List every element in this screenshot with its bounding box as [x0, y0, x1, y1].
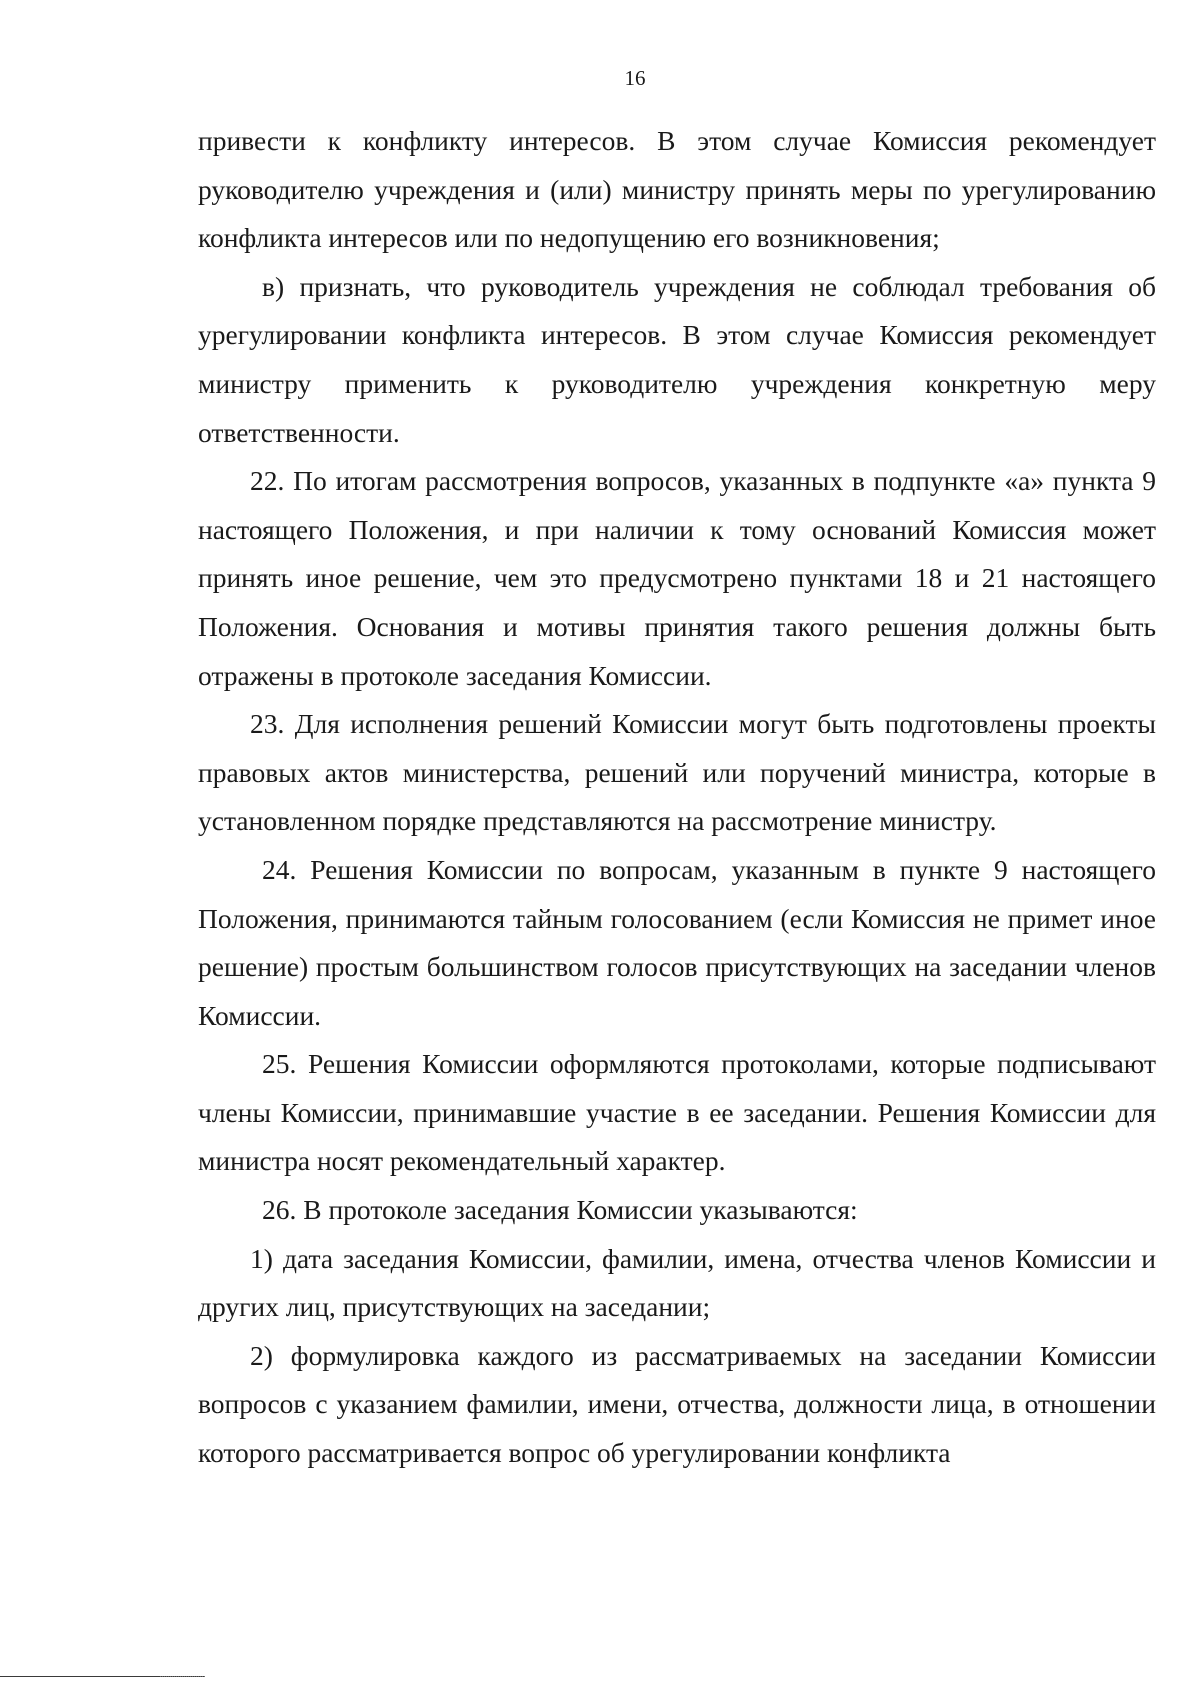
list-item-2: 2) формулировка каждого из рассматриваемых на заседании Комиссии вопросов с указанием фамилии, имени, отчества, должности лица, в отношении которого рассматривается вопрос об урегулировании конфликта — [198, 1339, 1156, 1469]
paragraph-25: 25. Решения Комиссии оформляются протоколами, которые подписывают члены Комиссии, принимавшие участие в ее заседании. Решения Комиссии для министра носят рекомендательный характер. — [198, 1048, 1156, 1177]
scan-edge-dots — [160, 1676, 205, 1677]
paragraph-24: 24. Решения Комиссии по вопросам, указанным в пункте 9 настоящего Положения, принимаются тайным голосованием (если Комиссия не примет иное решение) простым большинством голосов присутствующих на заседании членов Комиссии. — [198, 853, 1156, 1031]
paragraph-item-v: в) признать, что руководитель учреждения не соблюдал требования об урегулировании конфликта интересов. В этом случае Комиссия рекомендует министру применить к руководителю учреждения конкретную меру ответственности. — [198, 270, 1156, 448]
page-number: 16 — [624, 66, 646, 90]
paragraph-23: 23. Для исполнения решений Комиссии могут быть подготовлены проекты правовых актов министерства, решений или поручений министра, которые в установленном порядке представляются на рассмотрение министру. — [198, 708, 1156, 837]
document-body — [198, 117, 1156, 1478]
list-item-1: 1) дата заседания Комиссии, фамилии, имена, отчества членов Комиссии и других лиц, присутствующих на заседании; — [198, 1242, 1156, 1323]
paragraph-26: 26. В протоколе заседания Комиссии указываются: — [262, 1194, 858, 1226]
paragraph-continuation: привести к конфликту интересов. В этом случае Комиссия рекомендует руководителю учреждения и (или) министру принять меры по урегулированию конфликта интересов или по недопущению его возникновения; — [198, 125, 1156, 254]
paragraph-22: 22. По итогам рассмотрения вопросов, указанных в подпункте «а» пункта 9 настоящего Положения, и при наличии к тому оснований Комиссия может принять иное решение, чем это предусмотрено пунктами 18 и 21 настоящего Положения. Основания и мотивы принятия такого решения должны быть отражены в протоколе заседания Комиссии. — [198, 465, 1156, 691]
